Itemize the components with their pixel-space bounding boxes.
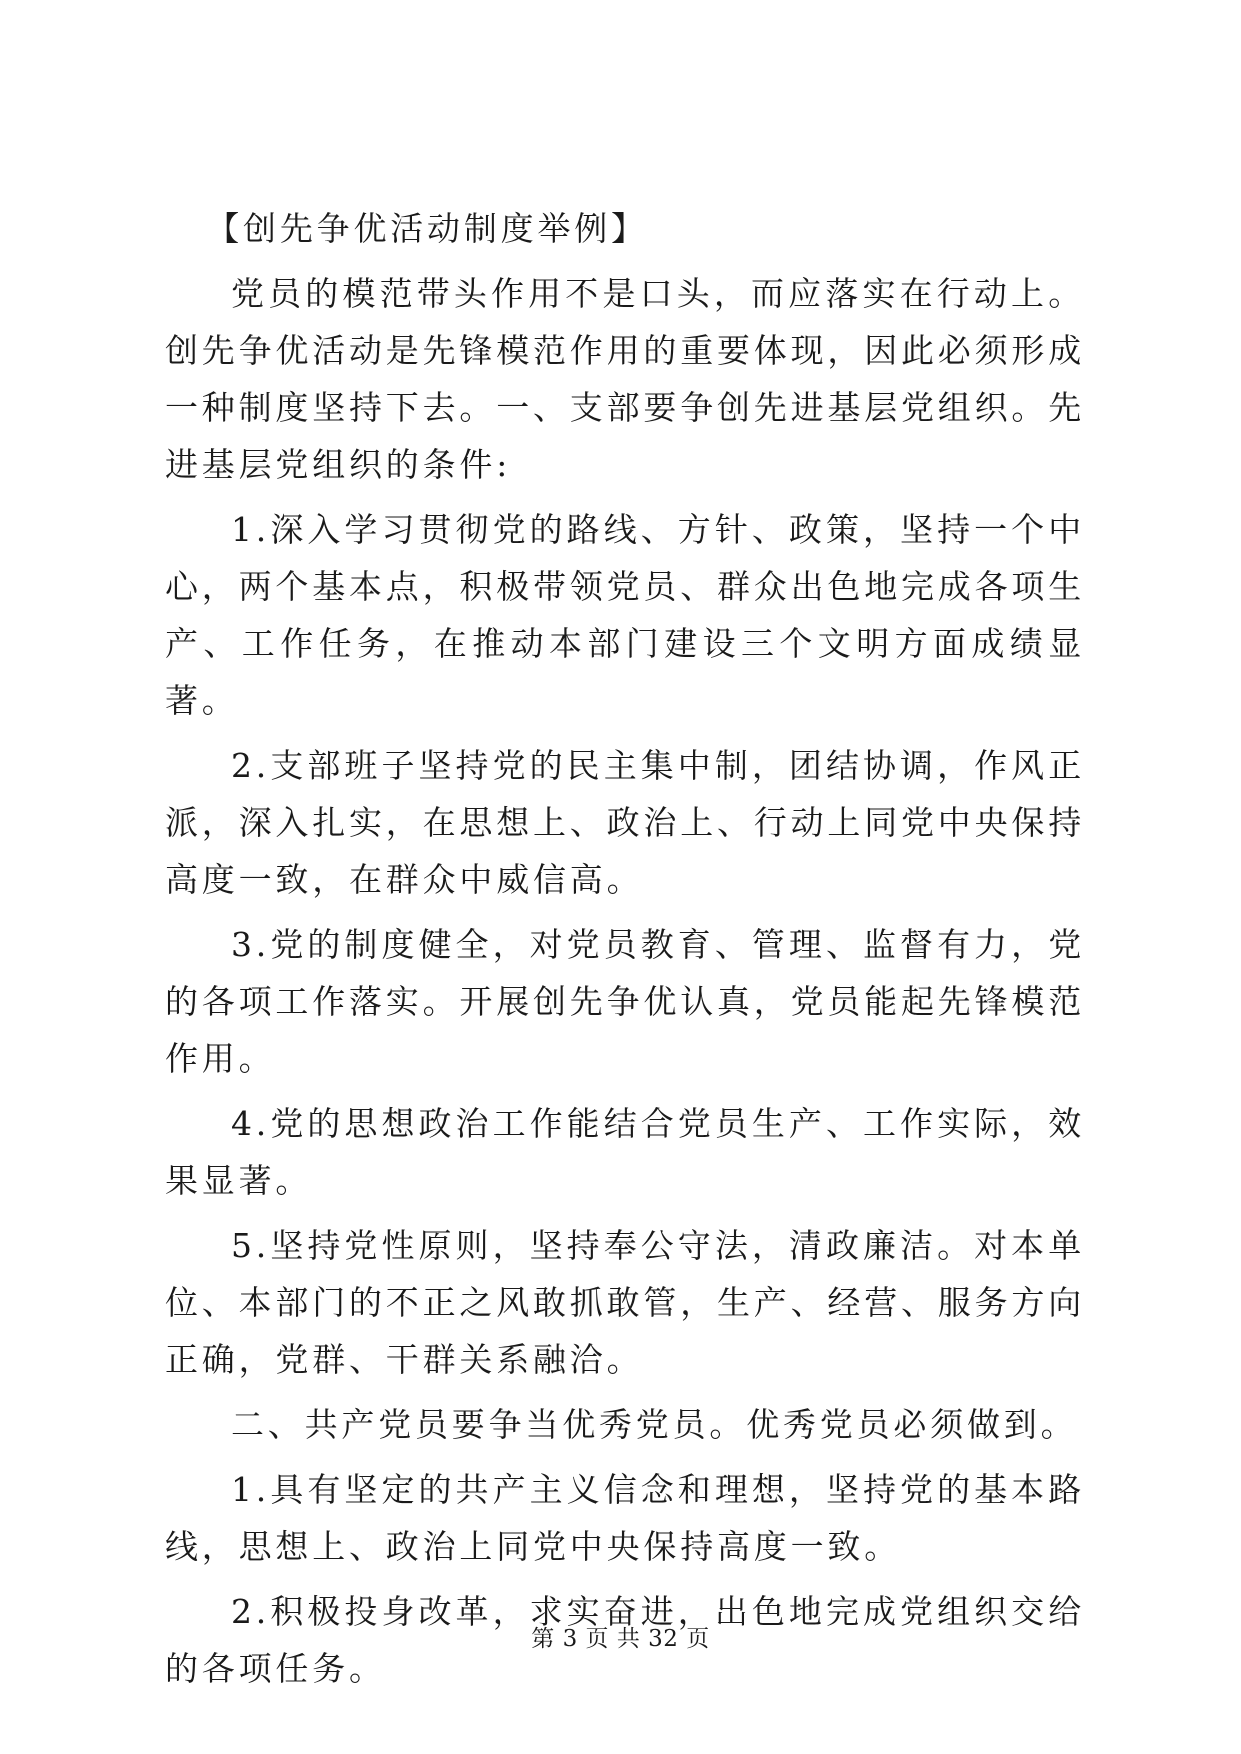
paragraph-item-2: 2.支部班子坚持党的民主集中制，团结协调，作风正派，深入扎实，在思想上、政治上、行动上同党中央保持高度一致，在群众中威信高。 [165,746,1085,899]
paragraph-member-item-1: 1.具有坚定的共产主义信念和理想，坚持党的基本路线，思想上、政治上同党中央保持高度一致。 [165,1470,1085,1566]
paragraph-item-1: 1.深入学习贯彻党的路线、方针、政策，坚持一个中心，两个基本点，积极带领党员、群众出色地完成各项生产、工作任务，在推动本部门建设三个文明方面成绩显著。 [165,510,1085,720]
section-heading: 【创先争优活动制度举例】 [206,209,648,248]
paragraph-member-item-2: 2.积极投身改革，求实奋进，出色地完成党组织交给的各项任务。 [165,1592,1085,1688]
document-body [165,200,1085,1705]
paragraph-section-two: 二、共产党员要争当优秀党员。优秀党员必须做到。 [231,1405,1078,1444]
paragraph-item-3: 3.党的制度健全，对党员教育、管理、监督有力，党的各项工作落实。开展创先争优认真，党员能起先锋模范作用。 [165,925,1085,1078]
paragraph-intro: 党员的模范带头作用不是口头，而应落实在行动上。创先争优活动是先锋模范作用的重要体现，因此必须形成一种制度坚持下去。一、支部要争创先进基层党组织。先进基层党组织的条件: [165,274,1085,484]
paragraph-item-4: 4.党的思想政治工作能结合党员生产、工作实际，效果显著。 [165,1104,1085,1200]
paragraph-item-5: 5.坚持党性原则，坚持奉公守法，清政廉洁。对本单位、本部门的不正之风敢抓敢管，生产、经营、服务方向正确，党群、干群关系融洽。 [165,1226,1085,1379]
page-number-footer: 第 3 页 共 32 页 [531,1626,710,1652]
